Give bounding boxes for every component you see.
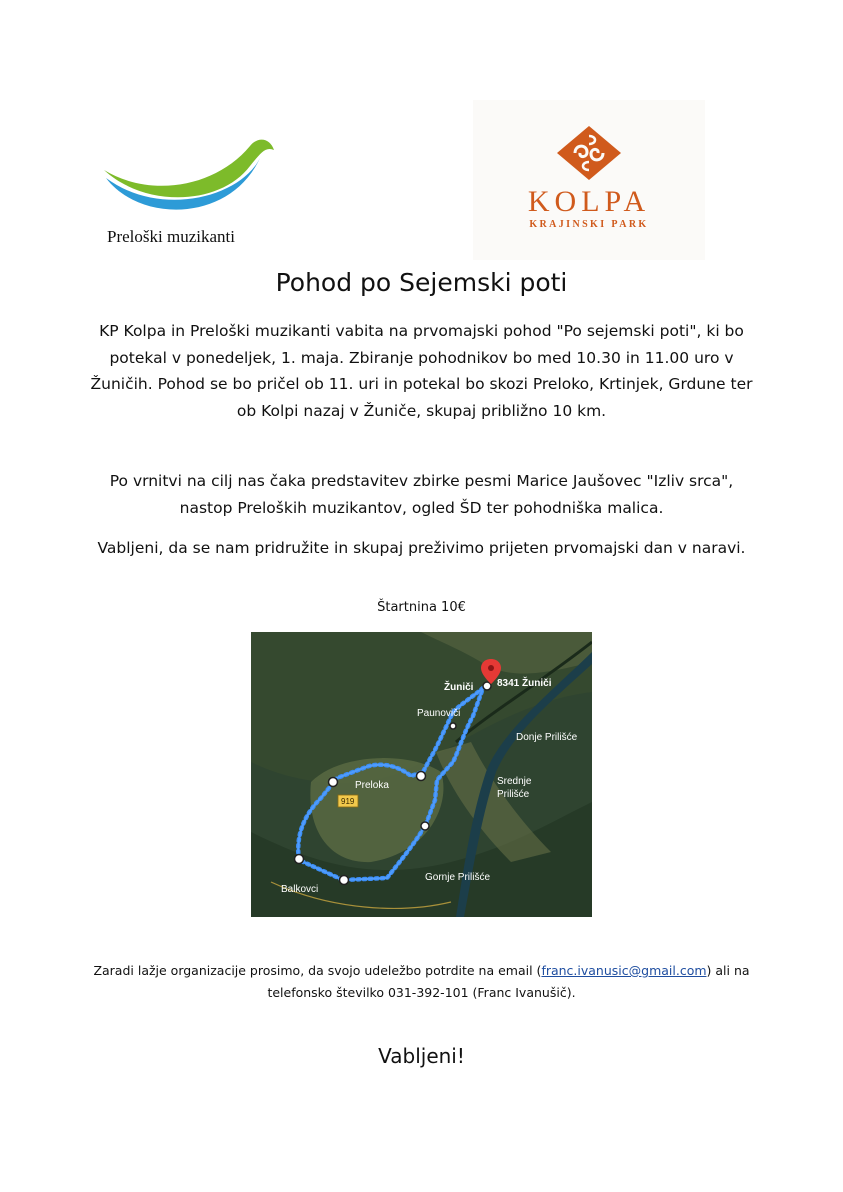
kolpa-wordmark: KOLPA — [527, 185, 651, 218]
email-link[interactable]: franc.ivanusic@gmail.com — [541, 963, 707, 978]
note-text-before: Zaradi lažje organizacije prosimo, da svojo udeležbo potrdite na email ( — [93, 963, 542, 978]
map-label-srednje-1: Srednje — [497, 776, 532, 787]
kolpa-subtitle: KRAJINSKI PARK — [529, 219, 649, 230]
map-label-preloka: Preloka — [355, 780, 389, 791]
invite-paragraph: Vabljeni, da se nam pridružite in skupaj preživimo prijeten prvomajski dan v naravi. — [97, 539, 746, 557]
route-map — [251, 632, 592, 917]
preloski-muzikanti-logo — [100, 128, 280, 250]
map-label-gornje: Gornje Prilišće — [425, 872, 491, 883]
map-label-zunici-pin: 8341 Žuniči — [497, 678, 552, 689]
map-label-donje: Donje Prilišće — [516, 732, 578, 743]
kolpa-park-logo — [473, 100, 705, 260]
registration-note — [60, 960, 783, 1004]
map-label-balkovci: Balkovci — [281, 884, 319, 895]
program-paragraph: Po vrnitvi na cilj nas čaka predstavitev zbirke pesmi Marice Jaušovec "Izliv srca", nastop Preloških muzikantov, ogled ŠD ter pohodniška malica. — [109, 472, 734, 517]
page-title: Pohod po Sejemski poti — [275, 268, 568, 297]
intro-paragraph: KP Kolpa in Preloški muzikanti vabita na prvomajski pohod "Po sejemski poti", ki bo potekal v ponedeljek, 1. maja. Zbiranje pohodnikov bo med 10.30 in 11.00 uro v Žuničih. Pohod se bo pričel ob 11. uri in potekal bo skozi Preloko, Krtinjek, Grdune ter ob Kolpi nazaj v Žuniče, skupaj približno 10 km. — [90, 322, 753, 420]
map-label-zunici: Žuniči — [444, 682, 474, 693]
map-label-paunovici: Paunoviči — [417, 708, 461, 719]
closing-text: Vabljeni! — [378, 1044, 465, 1068]
map-label-road: 919 — [341, 797, 355, 806]
kolpa-ornament-icon — [557, 126, 621, 180]
bird-logo-icon — [100, 128, 280, 228]
entry-fee: Štartnina 10€ — [377, 600, 466, 615]
logo-caption: Preloški muzikanti — [107, 227, 235, 246]
note-text-after: ) ali na telefonsko številko 031-392-101 (Franc Ivanušič). — [267, 963, 750, 1000]
map-label-srednje-2: Prilišće — [497, 789, 530, 800]
